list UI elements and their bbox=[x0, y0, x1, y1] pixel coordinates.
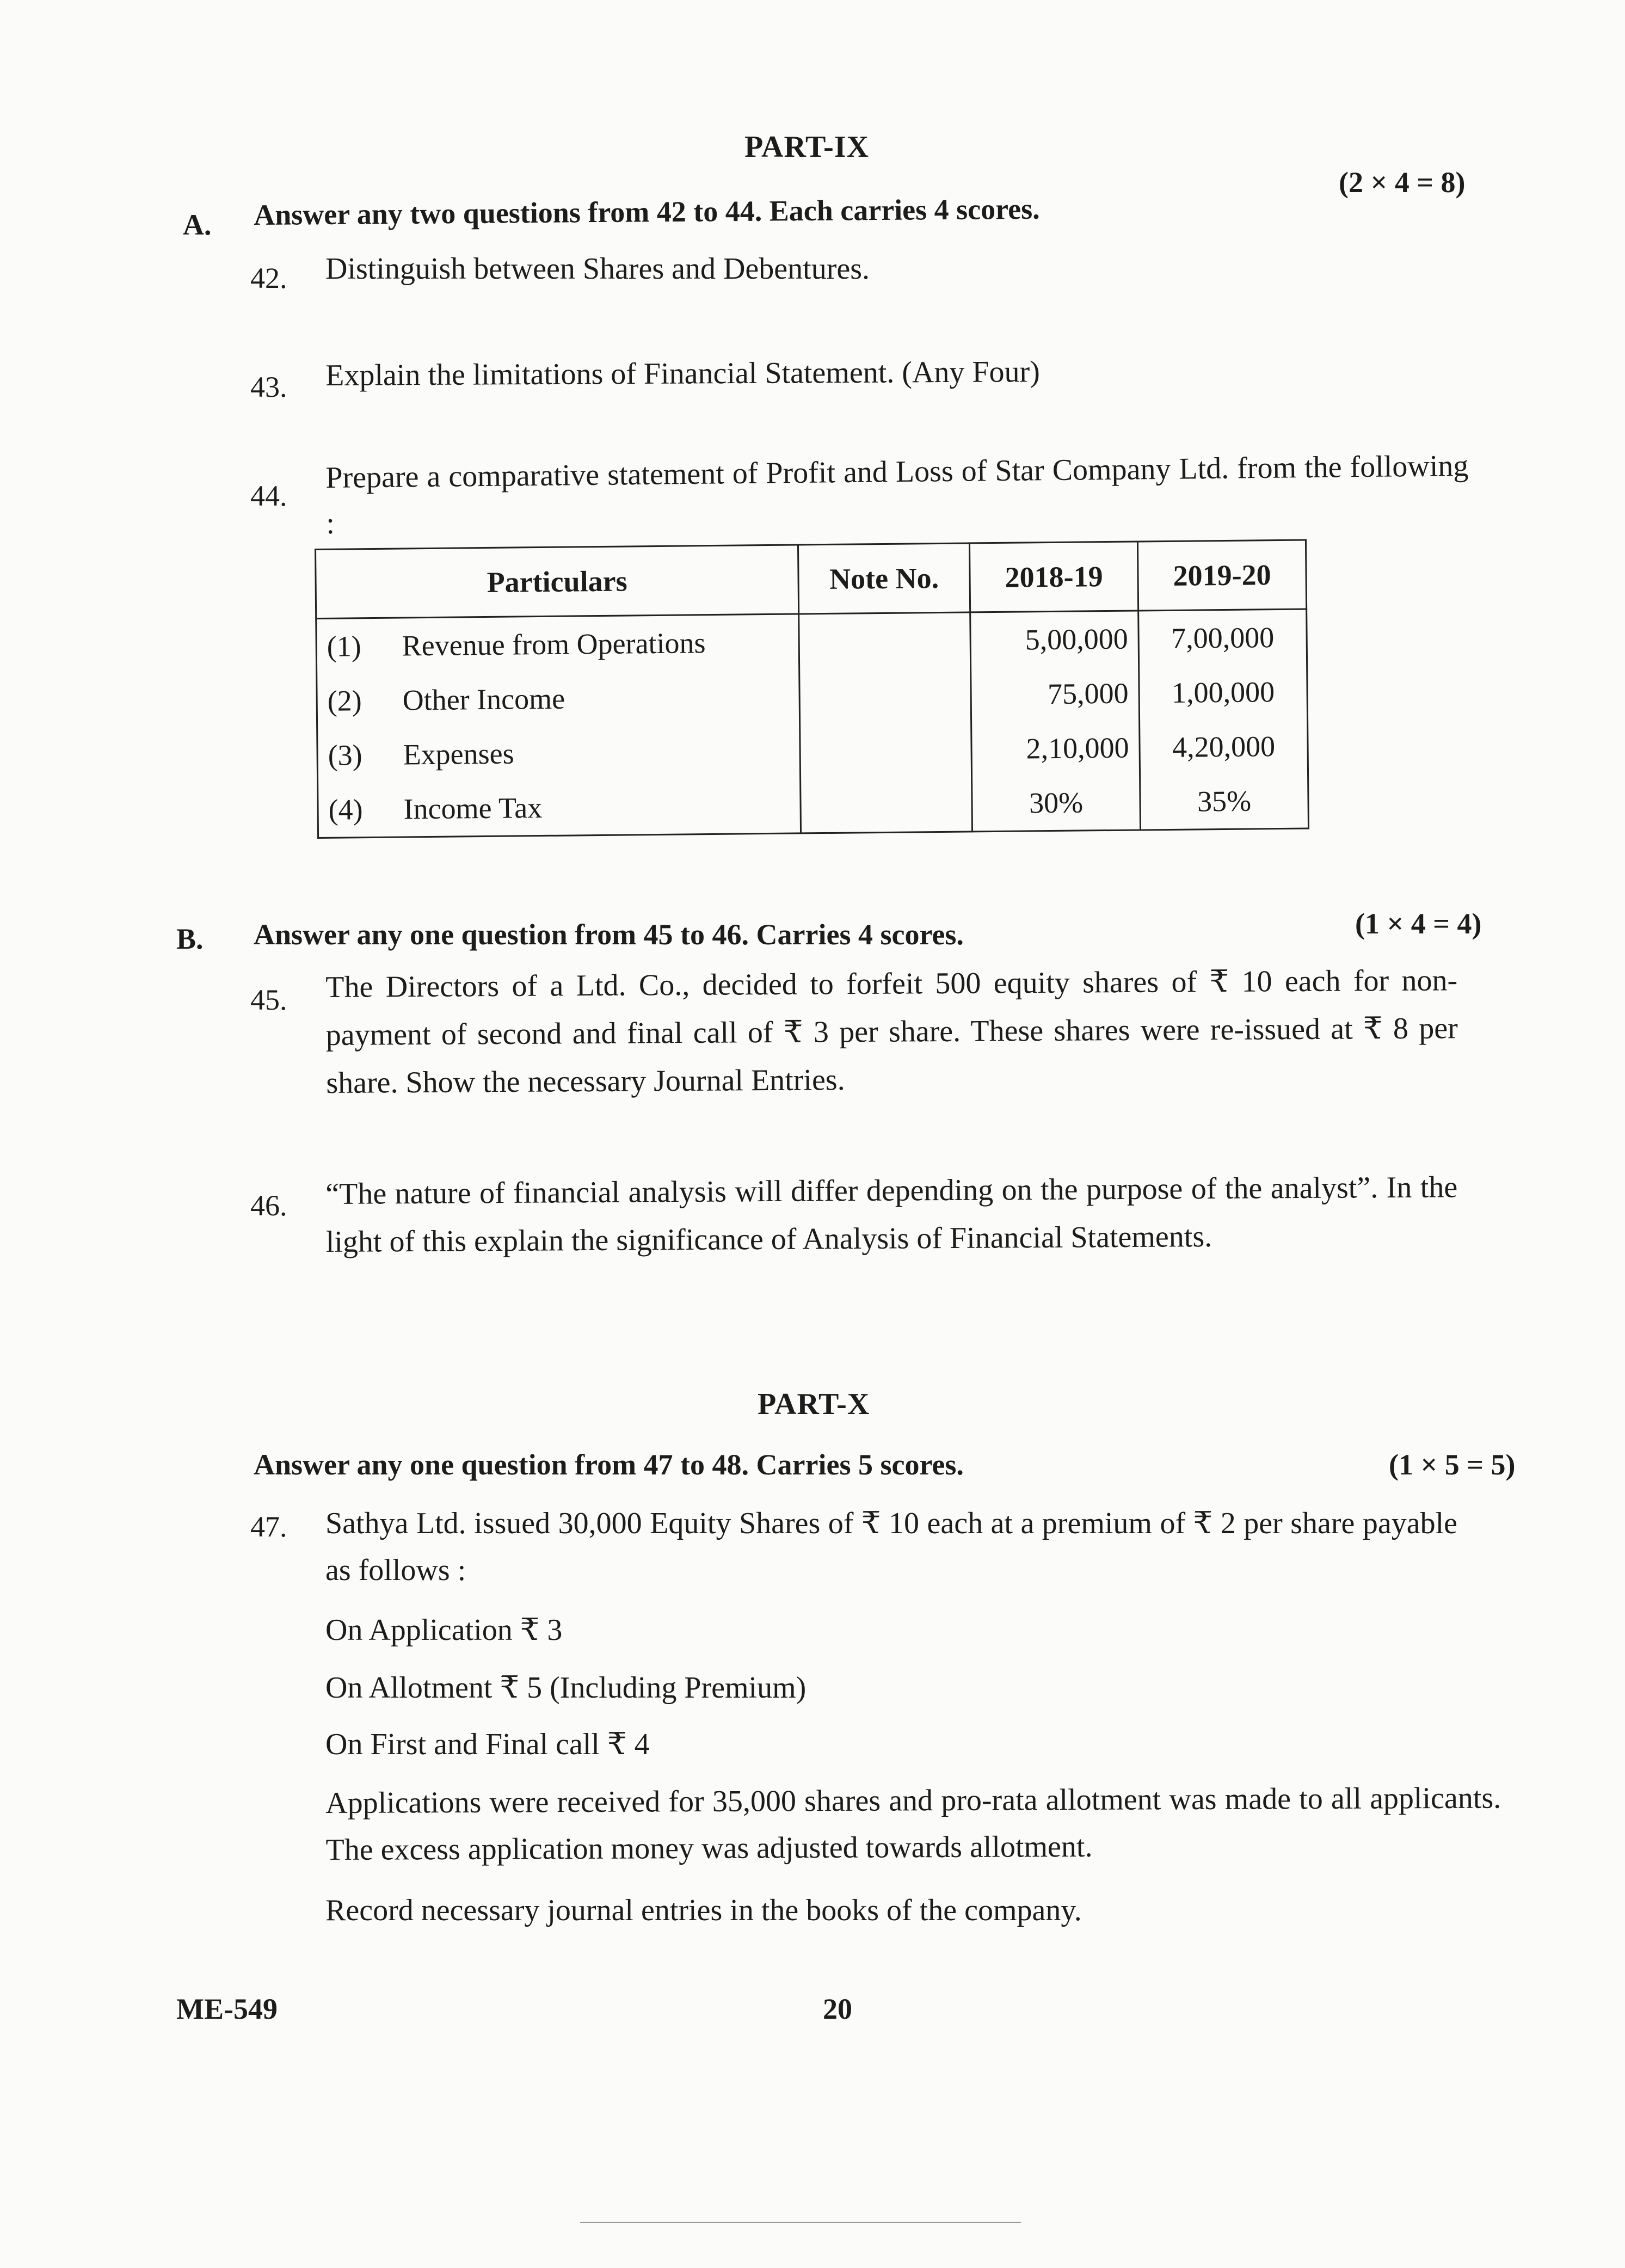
section-b-letter: B. bbox=[176, 923, 204, 955]
section-a-instruction: Answer any two questions from 42 to 44. Each carries 4 scores. bbox=[254, 192, 1040, 231]
question-number-44: 44. bbox=[250, 480, 287, 512]
row-particular bbox=[316, 614, 799, 674]
row-value-2018-19: 30% bbox=[972, 775, 1141, 831]
row-value-2018-19: 5,00,000 bbox=[970, 611, 1139, 667]
row-value-2019-20: 4,20,000 bbox=[1140, 718, 1308, 775]
row-value-2019-20: 7,00,000 bbox=[1138, 609, 1307, 666]
q47-allotment-line: On Allotment ₹ 5 (Including Premium) bbox=[325, 1671, 807, 1705]
table-row bbox=[318, 773, 1309, 838]
q47-paragraph-1: Applications were received for 35,000 shares and pro-rata allotment was made to all applicants. The excess application money was adjusted towards allotment. bbox=[325, 1781, 1501, 1867]
row-note bbox=[799, 667, 971, 723]
question-text-42: Distinguish between Shares and Debentures. bbox=[325, 252, 870, 286]
page-number: 20 bbox=[823, 1993, 852, 2025]
section-b-instruction: Answer any one question from 45 to 46. Carries 4 scores. bbox=[254, 918, 964, 951]
section-a-letter: A. bbox=[183, 208, 212, 241]
question-text-44: Prepare a comparative statement of Profit and Loss of Star Company Ltd. from the following : bbox=[325, 449, 1469, 540]
row-value-2018-19: 75,000 bbox=[971, 666, 1140, 722]
section-b-marks: (1 × 4 = 4) bbox=[1355, 907, 1482, 940]
comparative-pl-table bbox=[315, 539, 1309, 839]
question-text-46: “The nature of financial analysis will differ depending on the purpose of the analyst”. In the light of this explain the significance of Analysis of Financial Statements. bbox=[325, 1170, 1458, 1259]
row-index: (3) bbox=[328, 739, 362, 772]
question-number-46: 46. bbox=[250, 1189, 287, 1222]
row-index: (2) bbox=[327, 684, 362, 717]
table-row bbox=[316, 609, 1307, 674]
question-number-47: 47. bbox=[250, 1510, 287, 1543]
question-text-45: The Directors of a Ltd. Co., decided to forfeit 500 equity shares of ₹ 10 each for non-payment of second and final call of ₹ 3 per share. These shares were re-issued at ₹ 8 per share. Show the necessary Journal Entries. bbox=[325, 963, 1458, 1100]
question-text-47-intro: Sathya Ltd. issued 30,000 Equity Shares of ₹ 10 each at a premium of ₹ 2 per share payable as follows : bbox=[325, 1507, 1457, 1587]
table-header-row bbox=[316, 540, 1307, 618]
bottom-scan-line bbox=[580, 2222, 1021, 2223]
row-label: Income Tax bbox=[403, 791, 543, 826]
row-note bbox=[799, 612, 971, 669]
row-note bbox=[800, 722, 972, 778]
row-index: (4) bbox=[328, 793, 363, 826]
q47-paragraph-2: Record necessary journal entries in the books of the company. bbox=[325, 1894, 1082, 1927]
part-x-instruction: Answer any one question from 47 to 48. Carries 5 scores. bbox=[254, 1448, 964, 1481]
table-row bbox=[317, 665, 1308, 728]
row-label: Revenue from Operations bbox=[402, 626, 706, 662]
question-number-43: 43. bbox=[250, 371, 287, 403]
header-note-no: Note No. bbox=[798, 543, 970, 614]
row-value-2019-20: 35% bbox=[1140, 773, 1309, 829]
part-x-title: PART-X bbox=[758, 1387, 870, 1421]
q47-application-line: On Application ₹ 3 bbox=[325, 1613, 563, 1647]
question-number-42: 42. bbox=[250, 262, 287, 294]
row-index: (1) bbox=[327, 630, 361, 663]
row-particular bbox=[317, 669, 800, 728]
part-x-marks: (1 × 5 = 5) bbox=[1389, 1448, 1516, 1481]
row-value-2018-19: 2,10,000 bbox=[971, 720, 1140, 776]
header-particulars: Particulars bbox=[316, 545, 799, 619]
part-ix-title: PART-IX bbox=[744, 130, 870, 164]
row-value-2019-20: 1,00,000 bbox=[1139, 665, 1308, 721]
section-a-marks: (2 × 4 = 8) bbox=[1339, 166, 1466, 199]
table-row bbox=[317, 718, 1308, 782]
row-label: Expenses bbox=[403, 737, 514, 771]
header-2019-20: 2019-20 bbox=[1137, 540, 1306, 611]
row-label: Other Income bbox=[402, 682, 565, 717]
question-number-45: 45. bbox=[250, 984, 287, 1016]
row-particular bbox=[318, 778, 801, 838]
row-note bbox=[801, 776, 972, 833]
row-particular bbox=[317, 723, 801, 783]
question-text-43: Explain the limitations of Financial Statement. (Any Four) bbox=[325, 355, 1040, 392]
q47-call-line: On First and Final call ₹ 4 bbox=[325, 1728, 650, 1761]
header-2018-19: 2018-19 bbox=[969, 542, 1138, 612]
exam-code: ME-549 bbox=[176, 1993, 278, 2025]
